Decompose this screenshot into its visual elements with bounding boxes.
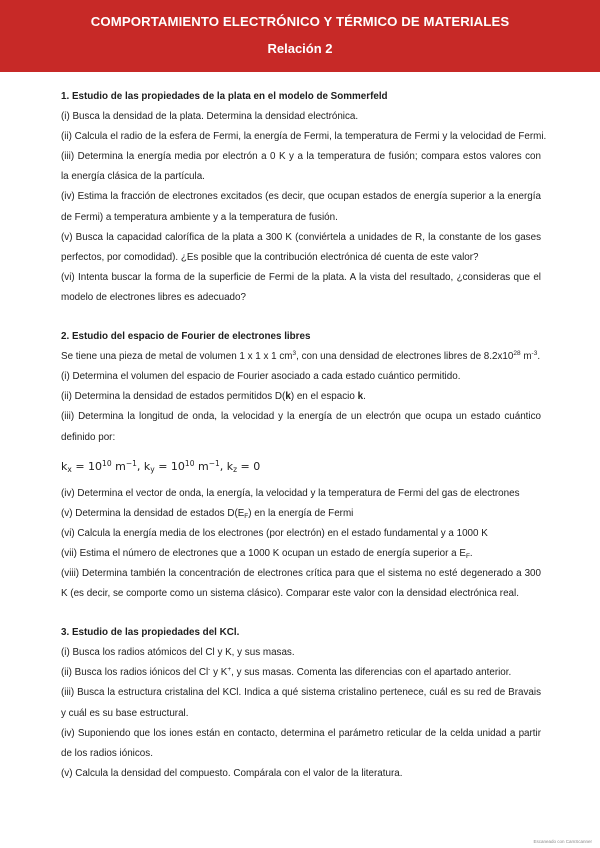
- s1-line-7: (v) Busca la capacidad calorífica de la plata a 300 K (conviértela a unidades de R, la constante de los gases: [61, 231, 541, 243]
- s3-item-iv-1: (iv) Suponiendo que los iones están en contacto, determina el parámetro reticular de la celda unidad a partir: [61, 727, 541, 739]
- s1-line-4: la energía clásica de la partícula.: [61, 171, 205, 183]
- document-title: COMPORTAMIENTO ELECTRÓNICO Y TÉRMICO DE MATERIALES: [90, 14, 510, 29]
- s1-line-1: (i) Busca la densidad de la plata. Determina la densidad electrónica.: [61, 111, 359, 123]
- section-1-heading: 1. Estudio de las propiedades de la plata en el modelo de Sommerfeld: [61, 91, 388, 102]
- s2-item-v: (v) Determina la densidad de estados $D(E_F)$ en la energía de Fermi: [61, 507, 354, 520]
- s2-item-vii: (vii) Estima el número de electrones que a 1000 K ocupan un estado de energía superior a $E_F$.: [61, 547, 473, 560]
- s2-item-viii-1: (viii) Determina también la concentración de electrones crítica para que el sistema no esté degenerado a 300: [61, 567, 541, 579]
- s1-line-5: (iv) Estima la fracción de electrones excitados (es decir, que ocupan estados de energía superior a la energía: [61, 191, 541, 203]
- document-body: [61, 87, 547, 784]
- s3-item-i: (i) Busca los radios atómicos del Cl y K, y sus masas.: [61, 647, 295, 659]
- s2-item-vi: (vi) Calcula la energía media de los electrones (por electrón) en el estado fundamental y a 1000 K: [61, 527, 488, 539]
- document-subtitle: Relación 2: [267, 41, 333, 56]
- s3-item-v: (v) Calcula la densidad del compuesto. Compárala con el valor de la literatura.: [61, 767, 403, 779]
- s3-item-iii-2: y cuál es su base estructural.: [61, 707, 189, 719]
- title-banner: [0, 0, 600, 72]
- s2-item-ii: (ii) Determina la densidad de estados permitidos D(k) en el espacio k.: [61, 391, 366, 403]
- s3-item-iii-1: (iii) Busca la estructura cristalina del KCl. Indica a qué sistema cristalino pertenece, cuál es su red de Bravais: [61, 687, 541, 699]
- s3-item-iv-2: de los radios iónicos.: [61, 747, 153, 759]
- s3-item-ii: (ii) Busca los radios iónicos del Cl- y K+, y sus masas. Comenta las diferencias con el apartado anterior.: [61, 666, 512, 679]
- s1-line-10: modelo de electrones libres es adecuado?: [61, 291, 246, 303]
- section-2-heading: 2. Estudio del espacio de Fourier de electrones libres: [61, 331, 311, 343]
- s2-item-iii-2: definido por:: [61, 431, 116, 443]
- s1-line-3: (iii) Determina la energía media por electrón a 0 K y a la temperatura de fusión; compara estos valores con: [61, 151, 541, 163]
- s2-item-iv: (iv) Determina el vector de onda, la energía, la velocidad y la temperatura de Fermi del gas de electrones: [61, 487, 520, 499]
- s2-item-viii-2: K (es decir, se comporte como un sistema clásico). Comparar este valor con la densidad electrónica real.: [61, 588, 519, 600]
- s1-line-2: (ii) Calcula el radio de la esfera de Fermi, la energía de Fermi, la temperatura de Fermi y la velocidad de Fermi.: [61, 131, 547, 143]
- wave-vector-formula: $k_x = 10^{10}$ $m^{-1}$, $k_y = 10^{10}$ $m^{-1}$, $k_z = 0$: [61, 458, 261, 474]
- s2-intro: Se tiene una pieza de metal de volumen 1 x 1 x 1 $cm^3$, con una densidad de electrones libres de $8.2x10^{28}$ $m^{-3}$.: [61, 350, 541, 363]
- s1-line-6: de Fermi) a temperatura ambiente y a la temperatura de fusión.: [61, 211, 338, 223]
- s2-item-iii-1: (iii) Determina la longitud de onda, la velocidad y la energía de un electrón que ocupa un estado cuántico: [61, 411, 541, 423]
- s1-line-9: (vi) Intenta buscar la forma de la superficie de Fermi de la plata. A la vista del resultado, ¿consideras que el: [61, 271, 541, 283]
- scanner-watermark: Escaneado con CamScanner: [533, 839, 592, 844]
- s1-line-8: perfectos, por comodidad). ¿Es posible que la contribución electrónica dé cuenta de este valor?: [61, 251, 479, 263]
- s2-item-i: (i) Determina el volumen del espacio de Fourier asociado a cada estado cuántico permitido.: [61, 371, 461, 383]
- section-3-heading: 3. Estudio de las propiedades del KCl.: [61, 627, 240, 639]
